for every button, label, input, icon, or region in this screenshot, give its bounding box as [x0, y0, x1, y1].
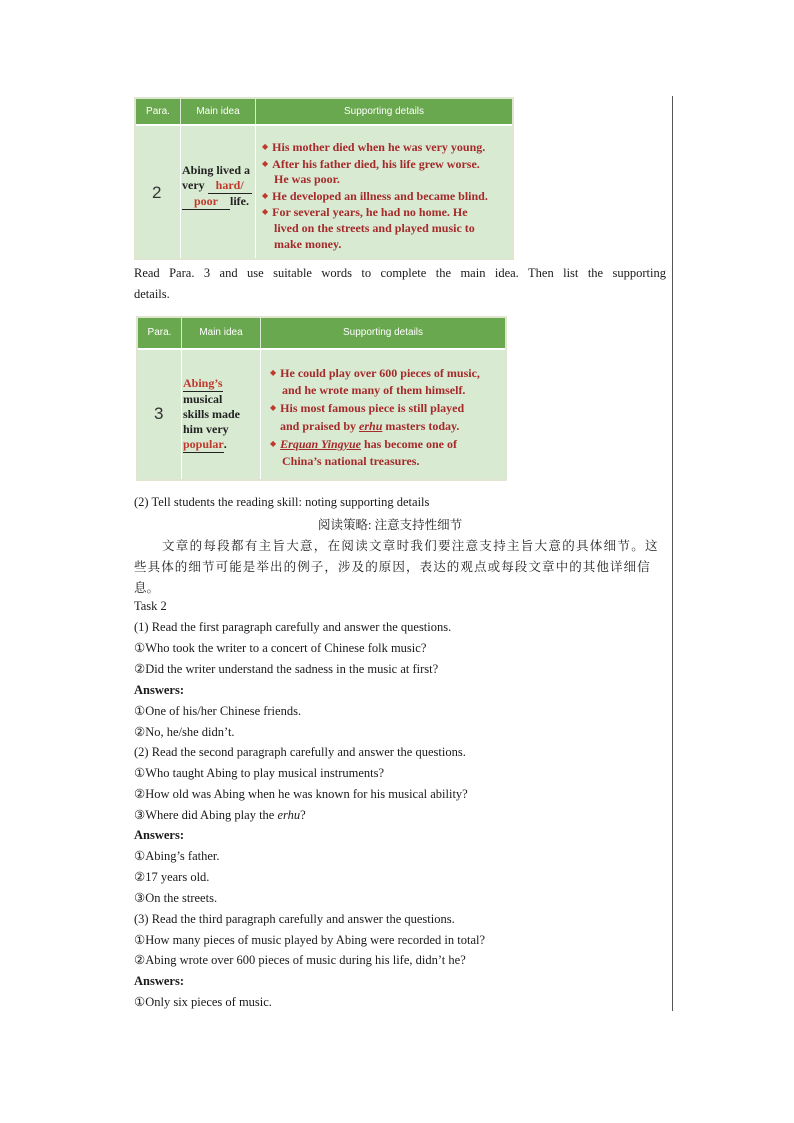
blank-abings: Abing’s [183, 376, 223, 390]
task-heading: Task 2 [134, 599, 167, 613]
list-item: ◆ For several years, he had no home. He [262, 205, 468, 220]
list-item: ◆ He developed an illness and became blind. [262, 188, 488, 203]
answer: ②17 years old. [134, 870, 210, 884]
answer: ③On the streets. [134, 891, 218, 905]
supporting-details [270, 364, 505, 470]
list-item: lived on the streets and played music to [274, 220, 475, 235]
answer: ①One of his/her Chinese friends. [134, 704, 302, 718]
header-main-idea: Main idea [196, 106, 240, 117]
zh-paragraph-line-1: 文章的每段都有主旨大意，在阅读文章时我们要注意支持主旨大意的具体细节。这 [162, 539, 659, 553]
para-number: 2 [152, 183, 162, 202]
instruction-text: Read Para. 3 and use suitable words to complete the main idea. Then list the supporting [134, 266, 666, 280]
answers-label: Answers: [134, 828, 184, 842]
header-supporting-details: Supporting details [342, 327, 424, 338]
header-para: Para. [147, 327, 172, 338]
table-para-3 [136, 316, 507, 481]
header-supporting-details: Supporting details [343, 106, 425, 117]
main-idea: Abing lived a very hard/ poor life. [182, 163, 251, 208]
question: ①How many pieces of music played by Abing were recorded in total? [134, 933, 486, 947]
list-item: and praised by erhu masters today. [280, 418, 460, 433]
list-item: ◆ He could play over 600 pieces of music, [270, 366, 480, 380]
blank-poor: poor [182, 194, 230, 210]
answers-label: Answers: [134, 683, 184, 697]
instruction-text-2: details. [134, 287, 170, 301]
supporting-details [262, 139, 512, 252]
zh-title: 阅读策略: 注意支持性细节 [318, 518, 463, 532]
zh-paragraph-line-2: 些具体的细节可能是举出的例子，涉及的原因，表达的观点或每段文章中的其他详细信 [134, 560, 651, 574]
main-idea: Abing’s musical skills made him very popular. [183, 376, 241, 451]
zh-paragraph-line-3: 息。 [134, 581, 160, 595]
answer: ②No, he/she didn’t. [134, 725, 235, 739]
para-number: 3 [154, 404, 164, 423]
question-heading: (3) Read the third paragraph carefully and answer the questions. [134, 912, 455, 926]
question: ①Who taught Abing to play musical instruments? [134, 766, 385, 780]
page-border-line [672, 96, 673, 1011]
question-heading: (1) Read the first paragraph carefully and answer the questions. [134, 620, 452, 634]
header-main-idea: Main idea [199, 327, 243, 338]
question: ②Abing wrote over 600 pieces of music during his life, didn’t he? [134, 953, 466, 967]
question: ②How old was Abing when he was known for his musical ability? [134, 787, 468, 801]
question: ②Did the writer understand the sadness in the music at first? [134, 662, 439, 676]
question: ③Where did Abing play the erhu? [134, 808, 306, 822]
question: ①Who took the writer to a concert of Chinese folk music? [134, 641, 427, 655]
blank-popular: popular [183, 437, 224, 451]
answers-label: Answers: [134, 974, 184, 988]
list-item: make money. [274, 236, 342, 251]
reading-skill-line: (2) Tell students the reading skill: noting supporting details [134, 495, 430, 509]
list-item: He was poor. [274, 172, 340, 187]
question-heading: (2) Read the second paragraph carefully and answer the questions. [134, 745, 466, 759]
blank-hard: hard/ [208, 178, 252, 194]
header-para: Para. [146, 106, 170, 117]
list-item: and he wrote many of them himself. [282, 383, 466, 398]
list-item: ◆ His mother died when he was very young. [262, 140, 486, 154]
list-item: ◆ Erquan Yingyue has become one of [270, 436, 457, 451]
list-item: China’s national treasures. [282, 454, 420, 469]
answer: ①Only six pieces of music. [134, 995, 272, 1009]
list-item: ◆ His most famous piece is still played [270, 401, 465, 416]
answer: ①Abing’s father. [134, 849, 220, 863]
list-item: ◆ After his father died, his life grew worse. [262, 156, 480, 171]
table-para-2 [134, 97, 514, 260]
